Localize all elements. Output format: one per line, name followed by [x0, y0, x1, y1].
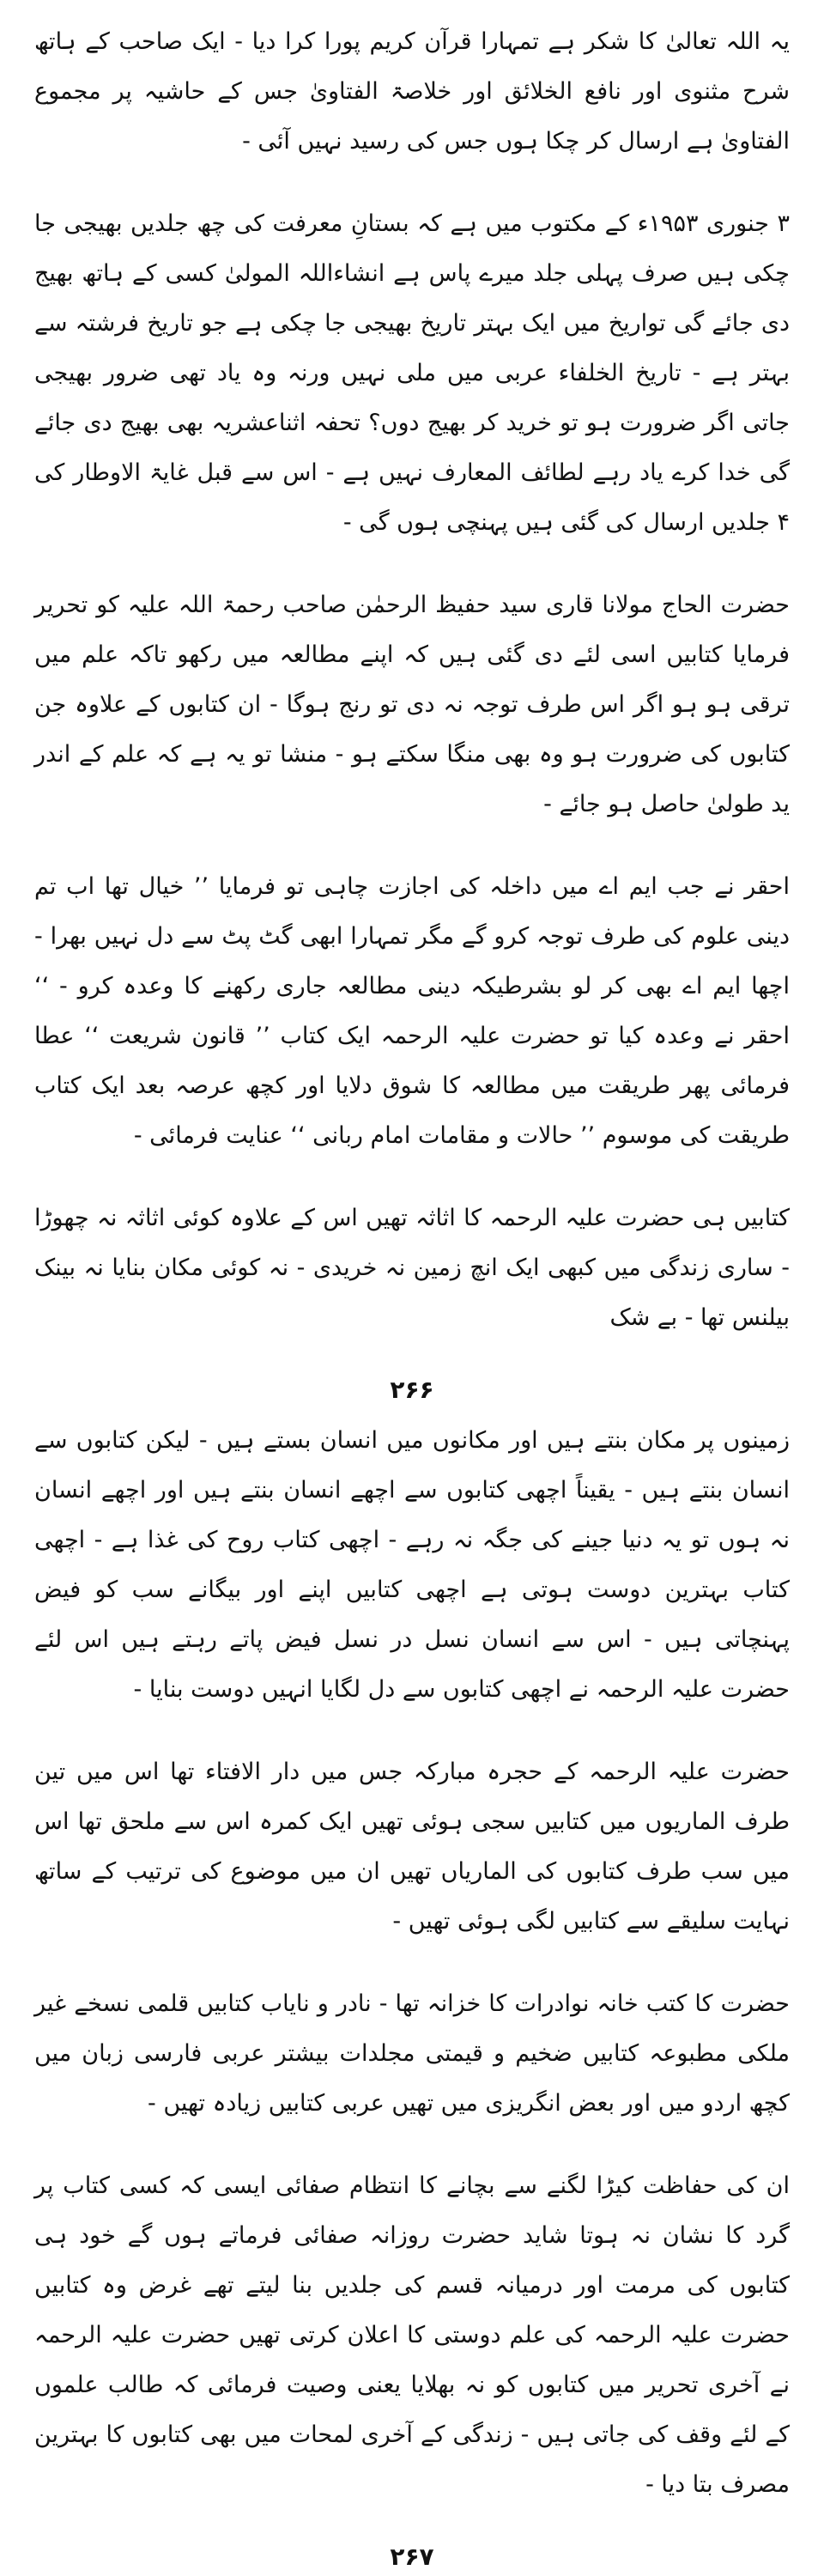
paragraph: حضرت الحاج مولانا قاری سید حفیظ الرحمٰن صاحب رحمۃ اللہ علیہ کو تحریر فرمایا کتابیں اسی لئے دی گئی ہیں کہ اپنے مطالعہ میں رکھو تاکہ علم میں ترقی ہو ہو اگر اس طرف توجہ نہ دی تو رنج ہوگا - ان کتابوں کے علاوہ جن کتابوں کی ضرورت ہو وہ بھی منگا سکتے ہو - منشا تو یہ ہے کہ علم کے اندر ید طولیٰ حاصل ہو جائے - [34, 592, 790, 817]
paragraph: حضرت کا کتب خانہ نوادرات کا خزانہ تھا - نادر و نایاب کتابیں قلمی نسخے غیر ملکی مطبوعہ کتابیں ضخیم و قیمتی مجلدات بیشتر عربی فارسی زبان میں کچھ اردو میں اور بعض انگریزی میں تھیں عربی کتابیں زیادہ تھیں - [34, 1990, 790, 2117]
paragraph: زمینوں پر مکان بنتے ہیں اور مکانوں میں انسان بستے ہیں - لیکن کتابوں سے انسان بنتے ہیں - یقیناً اچھی کتابوں سے اچھے انسان بنتے ہیں اور اچھے انسان نہ ہوں تو یہ دنیا جینے کی جگہ نہ رہے - اچھی کتاب روح کی غذا ہے - اچھی کتاب بہترین دوست ہوتی ہے اچھی کتابیں اپنے اور بیگانے سب کو فیض پہنچاتی ہیں - اس سے انسان نسل در نسل فیض پاتے رہتے ہیں اس لئے حضرت علیہ الرحمہ نے اچھی کتابوں سے دل لگایا انہیں دوست بنایا - [34, 1427, 790, 1703]
document-page [34, 17, 790, 2571]
paragraph: حضرت علیہ الرحمہ کے حجرہ مبارکہ جس میں دار الافتاء تھا اس میں تین طرف الماریوں میں کتابیں سجی ہوئی تھیں ایک کمرہ اس سے ملحق تھا اس میں سب طرف کتابوں کی الماریاں تھیں ان میں موضوع کی ترتیب کے ساتھ نہایت سلیقے سے کتابیں لگی ہوئی تھیں - [34, 1759, 790, 1935]
page-number: ۲۶۷ [390, 2543, 434, 2571]
page-number: ۲۶۶ [390, 1376, 434, 1404]
paragraph: یہ اللہ تعالیٰ کا شکر ہے تمہارا قرآن کریم پورا کرا دیا - ایک صاحب کے ہاتھ شرح مثنوی اور نافع الخلائق اور خلاصۃ الفتاویٰ جس کے حاشیہ پر مجموع الفتاویٰ ہے ارسال کر چکا ہوں جس کی رسید نہیں آئی - [34, 28, 790, 155]
paragraph: کتابیں ہی حضرت علیہ الرحمہ کا اثاثہ تھیں اس کے علاوہ کوئی اثاثہ نہ چھوڑا - ساری زندگی میں کبھی ایک انچ زمین نہ خریدی - نہ کوئی مکان بنایا نہ بینک بیلنس تھا - بے شک [34, 1205, 790, 1331]
paragraph: احقر نے جب ایم اے میں داخلہ کی اجازت چاہی تو فرمایا ’’ خیال تھا اب تم دینی علوم کی طرف توجہ کرو گے مگر تمہارا ابھی گٹ پٹ سے دل نہیں بھرا - اچھا ایم اے بھی کر لو بشرطیکہ دینی مطالعہ جاری رکھنے کا وعدہ کرو - ‘‘ احقر نے وعدہ کیا تو حضرت علیہ الرحمہ ایک کتاب ’’ قانون شریعت ‘‘ عطا فرمائی پھر طریقت میں مطالعہ کا شوق دلایا اور کچھ عرصہ بعد ایک کتاب طریقت کی موسوم ’’ حالات و مقامات امام ربانی ‘‘ عنایت فرمائی - [34, 873, 790, 1149]
paragraph: ۳ جنوری ۱۹۵۳ء کے مکتوب میں ہے کہ بستانِ معرفت کی چھ جلدیں بھیجی جا چکی ہیں صرف پہلی جلد میرے پاس ہے انشاءاللہ المولیٰ کسی کے ہاتھ بھیج دی جائے گی تواریخ میں ایک بہتر تاریخ بھیجی جا چکی ہے جو تاریخ فرشتہ سے بہتر ہے - تاریخ الخلفاء عربی میں ملی نہیں ورنہ وہ یاد تھی ضرور بھیجی جاتی اگر ضرورت ہو تو خرید کر بھیج دوں؟ تحفہ اثناعشریہ بھی بھیج دی جائے گی خدا کرے یاد رہے لطائف المعارف نہیں ہے - اس سے قبل غایۃ الاوطار کی ۴ جلدیں ارسال کی گئی ہیں پہنچی ہوں گی - [34, 210, 790, 536]
page-267-text [34, 1416, 790, 2510]
paragraph: ان کی حفاظت کیڑا لگنے سے بچانے کا انتظام صفائی ایسی کہ کسی کتاب پر گرد کا نشان نہ ہوتا شاید حضرت روزانہ صفائی فرماتے ہوں گے خود ہی کتابوں کی مرمت اور درمیانہ قسم کی جلدیں بنا لیتے تھے غرض وہ کتابیں حضرت علیہ الرحمہ کی علم دوستی کا اعلان کرتی تھیں حضرت علیہ الرحمہ نے آخری تحریر میں کتابوں کو نہ بھلایا یعنی وصیت فرمائی کہ طالب علموں کے لئے وقف کی جاتی ہیں - زندگی کے آخری لمحات میں بھی کتابوں کا بہترین مصرف بتا دیا - [34, 2172, 790, 2498]
page-266-text [34, 17, 790, 1343]
